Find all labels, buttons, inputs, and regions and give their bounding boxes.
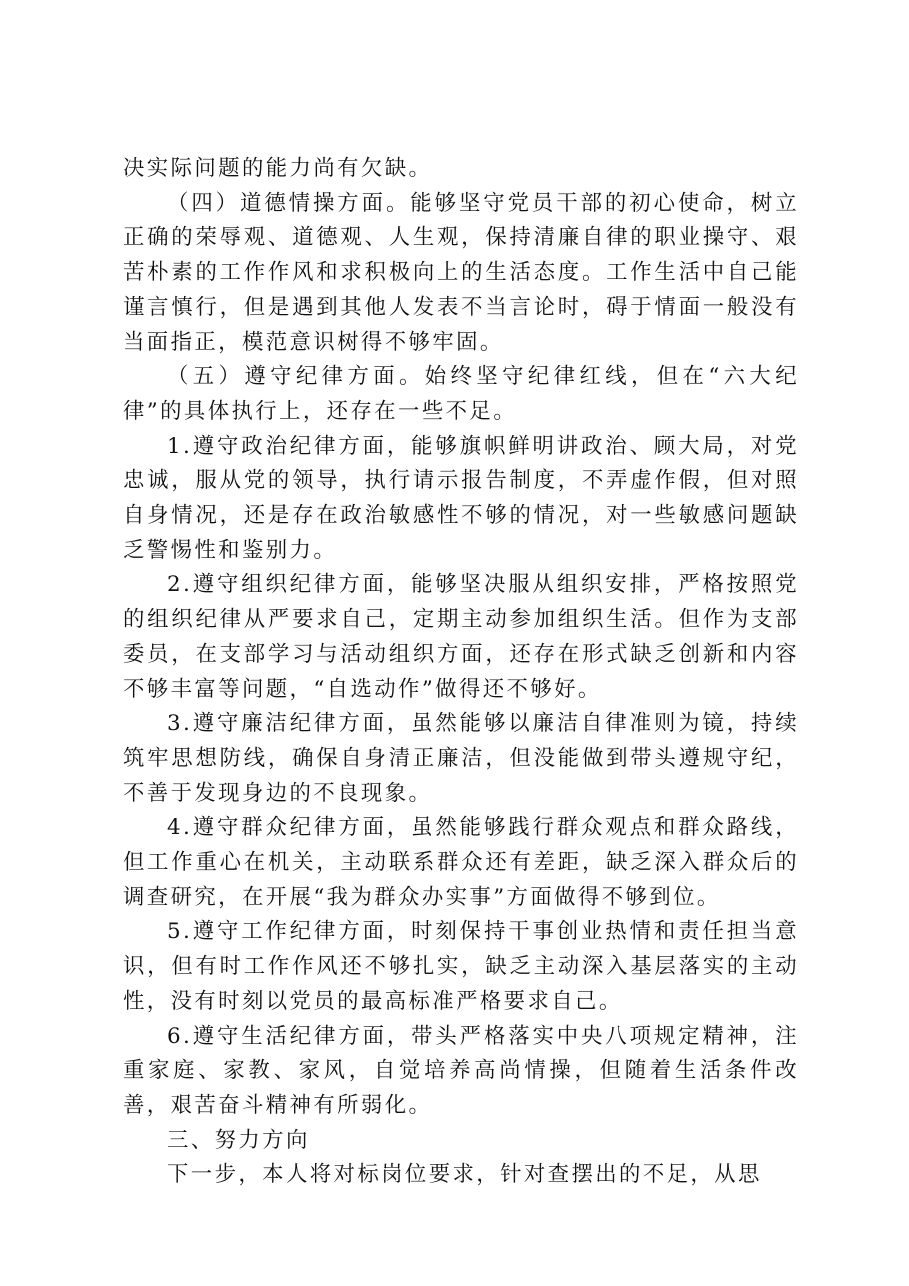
paragraph-moral-character: （四）道德情操方面。能够坚守党员干部的初心使命，树立正确的荣辱观、道德观、人生观，保持清廉自律的职业操守、艰苦朴素的工作作风和求积极向上的生活态度。工作生活中自己能谨言慎行，但是遇到其他人发表不当言论时，碍于情面一般没有当面指正，模范意识树得不够牢固。	[123, 190, 799, 355]
paragraph-continuation: 决实际问题的能力尚有欠缺。	[123, 156, 433, 181]
document-body	[123, 152, 799, 1193]
paragraph-next-steps: 下一步，本人将对标岗位要求，针对查摆出的不足，从思	[167, 1162, 762, 1188]
paragraph-discipline: （五）遵守纪律方面。始终坚守纪律红线，但在“六大纪律”的具体执行上，还存在一些不足。	[123, 364, 799, 424]
paragraph-integrity-discipline: 3.遵守廉洁纪律方面，虽然能够以廉洁自律准则为镜，持续筑牢思想防线，确保自身清正廉洁，但没能做到带头遵规守纪，不善于发现身边的不良现象。	[123, 711, 799, 806]
section-heading-direction: 三、努力方向	[167, 1127, 310, 1153]
paragraph-political-discipline: 1.遵守政治纪律方面，能够旗帜鲜明讲政治、顾大局，对党忠诚，服从党的领导，执行请示报告制度，不弄虚作假，但对照自身情况，还是存在政治敏感性不够的情况，对一些敏感问题缺乏警惕性和鉴别力。	[123, 433, 799, 563]
paragraph-organizational-discipline: 2.遵守组织纪律方面，能够坚决服从组织安排，严格按照党的组织纪律从严要求自己，定期主动参加组织生活。但作为支部委员，在支部学习与活动组织方面，还存在形式缺乏创新和内容不够丰富等问题，“自选动作”做得还不够好。	[123, 572, 799, 702]
paragraph-life-discipline: 6.遵守生活纪律方面，带头严格落实中央八项规定精神，注重家庭、家教、家风，自觉培养高尚情操，但随着生活条件改善，艰苦奋斗精神有所弱化。	[123, 1023, 799, 1118]
paragraph-work-discipline: 5.遵守工作纪律方面，时刻保持干事创业热情和责任担当意识，但有时工作作风还不够扎实，缺乏主动深入基层落实的主动性，没有时刻以党员的最高标准严格要求自己。	[123, 919, 799, 1014]
paragraph-mass-discipline: 4.遵守群众纪律方面，虽然能够践行群众观点和群众路线，但工作重心在机关，主动联系群众还有差距，缺乏深入群众后的调查研究，在开展“我为群众办实事”方面做得不够到位。	[123, 815, 799, 910]
